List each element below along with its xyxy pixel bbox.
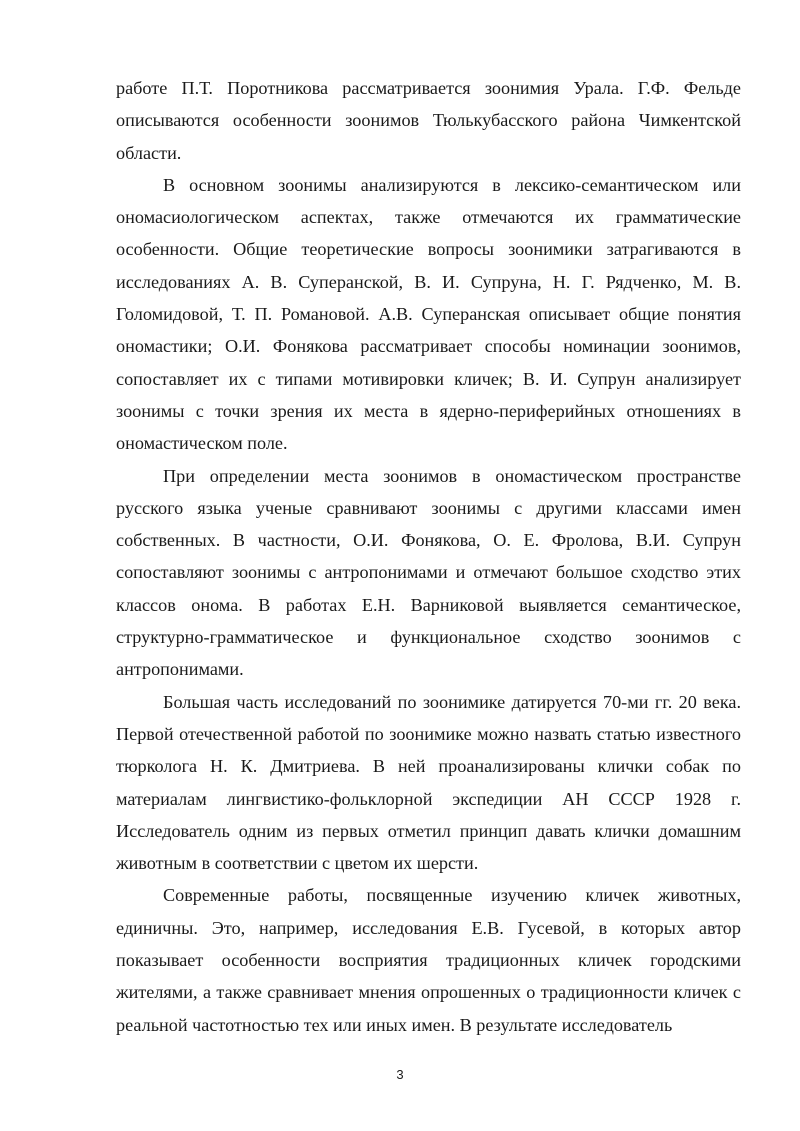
body-text xyxy=(116,72,741,1041)
paragraph-onomastic-space: При определении места зоонимов в ономастическом пространстве русского языка ученые сравнивают зоонимы с другими классами имен собственных. В частности, О.И. Фонякова, О. Е. Фролова, В.И. Супрун сопоставляют зоонимы с антропонимами и отмечают большое сходство этих классов онома. В работах Е.Н. Варниковой выявляется семантическое, структурно-грамматическое и функциональное сходство зоонимов с антропонимами. xyxy=(116,465,741,680)
paragraph-zoonym-aspects: В основном зоонимы анализируются в лексико-семантическом или ономасиологическом аспектах, также отмечаются их грамматические особенности. Общие теоретические вопросы зоонимики затрагиваются в исследованиях А. В. Суперанской, В. И. Супруна, Н. Г. Рядченко, М. В. Голомидовой, Т. П. Романовой. А.В. Суперанская описывает общие понятия ономастики; О.И. Фонякова рассматривает способы номинации зоонимов, сопоставляет их с типами мотивировки кличек; В. И. Супрун анализирует зоонимы с точки зрения их места в ядерно-периферийных отношениях в ономастическом поле. xyxy=(116,174,741,454)
paragraph-continuation: работе П.Т. Поротникова рассматривается зоонимия Урала. Г.Ф. Фельде описываются особенности зоонимов Тюлькубасского района Чимкентской области. xyxy=(116,78,741,163)
page-number: 3 xyxy=(396,1067,404,1082)
paragraph-research-history: Большая часть исследований по зоонимике датируется 70-ми гг. 20 века. Первой отечественной работой по зоонимике можно назвать статью известного тюрколога Н. К. Дмитриева. В ней проанализированы клички собак по материалам лингвистико-фольклорной экспедиции АН СССР 1928 г. Исследователь одним из первых отметил принцип давать клички домашним животным в соответствии с цветом их шерсти. xyxy=(116,691,741,874)
paragraph-modern-works: Современные работы, посвященные изучению кличек животных, единичны. Это, например, исследования Е.В. Гусевой, в которых автор показывает особенности восприятия традиционных кличек городскими жителями, а также сравнивает мнения опрошенных о традиционности кличек с реальной частотностью тех или иных имен. В результате исследователь xyxy=(116,885,741,1035)
